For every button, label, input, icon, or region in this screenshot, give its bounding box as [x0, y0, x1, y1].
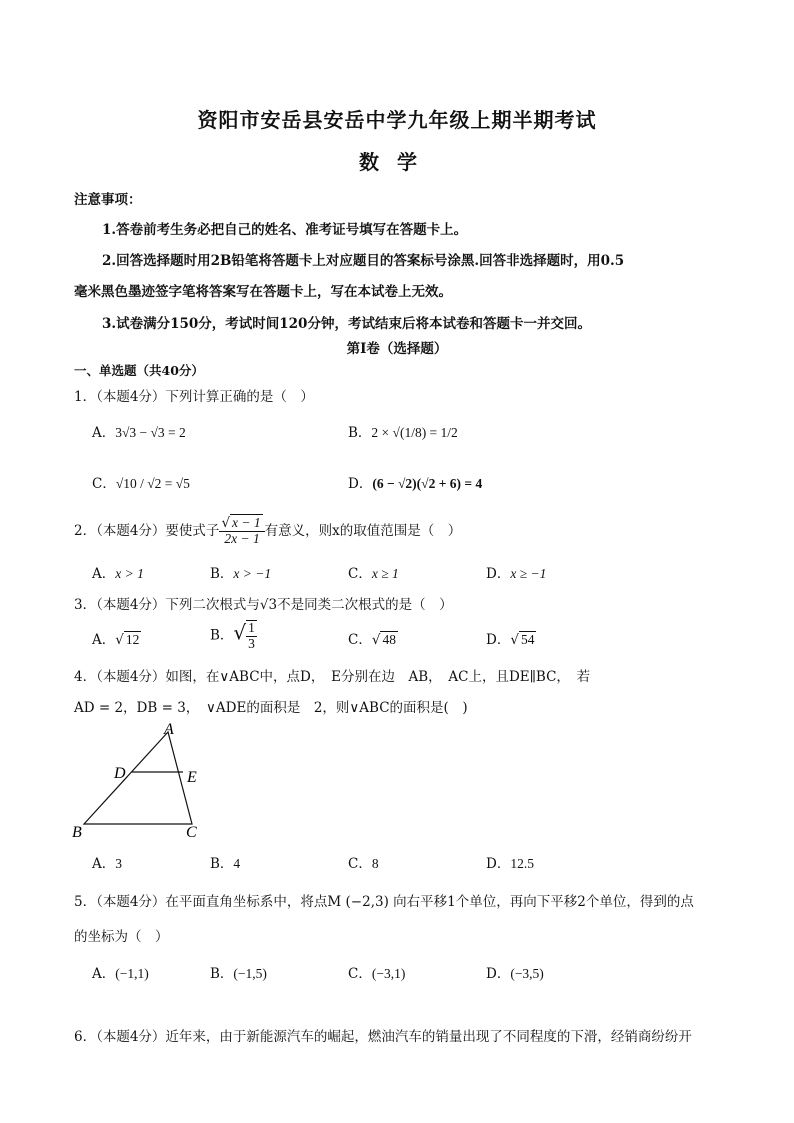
label-d: D	[114, 765, 126, 782]
q4-d-text: 12.5	[510, 856, 534, 871]
q3-option-a[interactable]: A．√ 12	[92, 632, 140, 648]
q4-option-a[interactable]	[92, 852, 122, 872]
q3-option-d[interactable]: D．√ 54	[486, 632, 535, 648]
q1-stem: 1．（本题4分）下列计算正确的是（ ）	[74, 389, 314, 405]
q2-a-text: x > 1	[115, 566, 144, 581]
q1-b-label: B．	[348, 425, 372, 441]
notice-item-3: 3.试卷满分150分，考试时间120分钟，考试结束后将本试卷和答题卡一并交回。	[102, 316, 591, 332]
q4-a-label: A．	[92, 856, 116, 872]
q1-c-label: C．	[92, 476, 116, 492]
exam-subject: 数学	[359, 150, 435, 174]
q4-d-label: D．	[486, 856, 511, 872]
q5-stem-line2: 的坐标为（ ）	[74, 929, 169, 945]
section-part: 一、单选题（共40分）	[74, 363, 204, 378]
q5-option-a[interactable]	[92, 962, 149, 982]
q2-denominator: 2x − 1	[224, 530, 260, 546]
q3-option-b[interactable]: B．√ $\frac{1}{3}$	[210, 620, 255, 651]
q4-option-c[interactable]	[348, 852, 379, 872]
q4-c-label: C．	[348, 856, 372, 872]
q2-fraction: $\frac{√ x - 1}{2x - 1}$	[219, 516, 264, 547]
q2-b-text: x > −1	[233, 566, 272, 581]
q4-a-text: 3	[115, 856, 122, 871]
q4-option-d[interactable]	[486, 852, 534, 872]
q5-option-b[interactable]	[210, 962, 267, 982]
section-title: 第I卷（选择题）	[346, 341, 448, 357]
q6-stem: 6．（本题4分）近年来，由于新能源汽车的崛起，燃油汽车的销量出现了不同程度的下滑，经销商纷纷开	[74, 1029, 692, 1045]
q2-option-a[interactable]	[92, 562, 144, 582]
q2-c-text: x ≥ 1	[371, 566, 399, 581]
q5-a-text: (−1,1)	[115, 966, 149, 981]
q3-b-label: B．	[210, 627, 234, 644]
q5-option-d[interactable]	[486, 962, 544, 982]
q2-d-label: D．	[486, 566, 511, 582]
q4-c-text: 8	[371, 856, 379, 871]
q3-a-text: 12	[125, 632, 140, 647]
q2-numerator: x − 1	[232, 515, 261, 530]
notice-item-2-cont: 毫米黑色墨迹签字笔将答案写在答题卡上，写在本试卷上无效。	[74, 284, 452, 300]
q2-option-c[interactable]	[348, 562, 399, 582]
q3-c-text: 48	[382, 632, 396, 647]
q4-triangle-figure	[70, 720, 210, 842]
q2-option-d[interactable]	[486, 562, 546, 582]
q3-d-label: D．	[486, 632, 511, 648]
q3-option-c[interactable]: C．√ 48	[348, 632, 396, 648]
q3-b-den: 3	[248, 635, 255, 651]
label-a: A	[164, 721, 174, 738]
q5-c-label: C．	[348, 966, 372, 982]
label-c: C	[186, 824, 197, 841]
q1-b-text: 2 × √(1/8) = 1/2	[371, 425, 458, 440]
q5-option-c[interactable]	[348, 962, 405, 982]
q2-stem	[74, 516, 461, 547]
q5-d-label: D．	[486, 966, 511, 982]
q2-d-text: x ≥ −1	[510, 566, 547, 581]
notice-item-1: 1.答卷前考生务必把自己的姓名、准考证号填写在答题卡上。	[102, 222, 468, 238]
q2-c-label: C．	[348, 566, 372, 582]
label-b: B	[72, 824, 82, 841]
notice-item-2: 2.回答选择题时用2B铅笔将答题卡上对应题目的答案标号涂黑.回答非选择题时，用0.5	[102, 253, 625, 269]
q3-stem: 3．（本题4分）下列二次根式与√3不是同类二次根式的是（ ）	[74, 597, 453, 613]
q4-option-b[interactable]	[210, 852, 240, 872]
q4-stem-line1: 4．（本题4分）如图，在∨ABC中，点D， E分别在边 AB， AC上，且DE∥BC， 若	[74, 669, 591, 685]
q5-c-text: (−3,1)	[371, 966, 406, 981]
q3-d-text: 54	[520, 632, 535, 647]
q3-c-label: C．	[348, 632, 372, 648]
q5-a-label: A．	[92, 966, 116, 982]
q5-d-text: (−3,5)	[510, 966, 544, 981]
q1-d-text: (6 − √2)(√2 + 6) = 4	[372, 476, 483, 491]
q5-b-label: B．	[210, 966, 234, 982]
q2-option-b[interactable]	[210, 562, 271, 582]
q1-option-c[interactable]	[92, 472, 190, 492]
q5-stem-line1: 5．（本题4分）在平面直角坐标系中，将点M (−2,3) 向右平移1个单位，再向下平移2个单位，得到的点	[74, 894, 694, 910]
q1-d-label: D．	[348, 476, 373, 492]
q1-option-a[interactable]	[92, 421, 186, 441]
notice-heading: 注意事项：	[74, 192, 142, 208]
q1-a-label: A．	[92, 425, 116, 441]
q4-b-label: B．	[210, 856, 234, 872]
exam-title: 资阳市安岳县安岳中学九年级上期半期考试	[197, 108, 597, 132]
q4-stem-line2: AD = 2，DB = 3， ∨ADE的面积是 2，则∨ABC的面积是( )	[74, 700, 468, 716]
q3-a-label: A．	[92, 632, 116, 648]
q5-b-text: (−1,5)	[233, 966, 267, 981]
q1-c-text: √10 / √2 = √5	[115, 476, 190, 491]
q1-option-b[interactable]	[348, 421, 458, 441]
q1-option-d[interactable]	[348, 472, 482, 492]
q2-stem-pre: 2．（本题4分）要使式子	[74, 522, 220, 539]
q1-a-text: 3√3 − √3 = 2	[115, 425, 186, 440]
q2-a-label: A．	[92, 566, 116, 582]
q3-b-num: 1	[248, 620, 255, 635]
q2-b-label: B．	[210, 566, 234, 582]
label-e: E	[187, 769, 197, 786]
q4-b-text: 4	[233, 856, 241, 871]
q2-stem-post: 有意义，则x的取值范围是（ ）	[264, 522, 462, 539]
triangle-abc	[84, 732, 192, 824]
